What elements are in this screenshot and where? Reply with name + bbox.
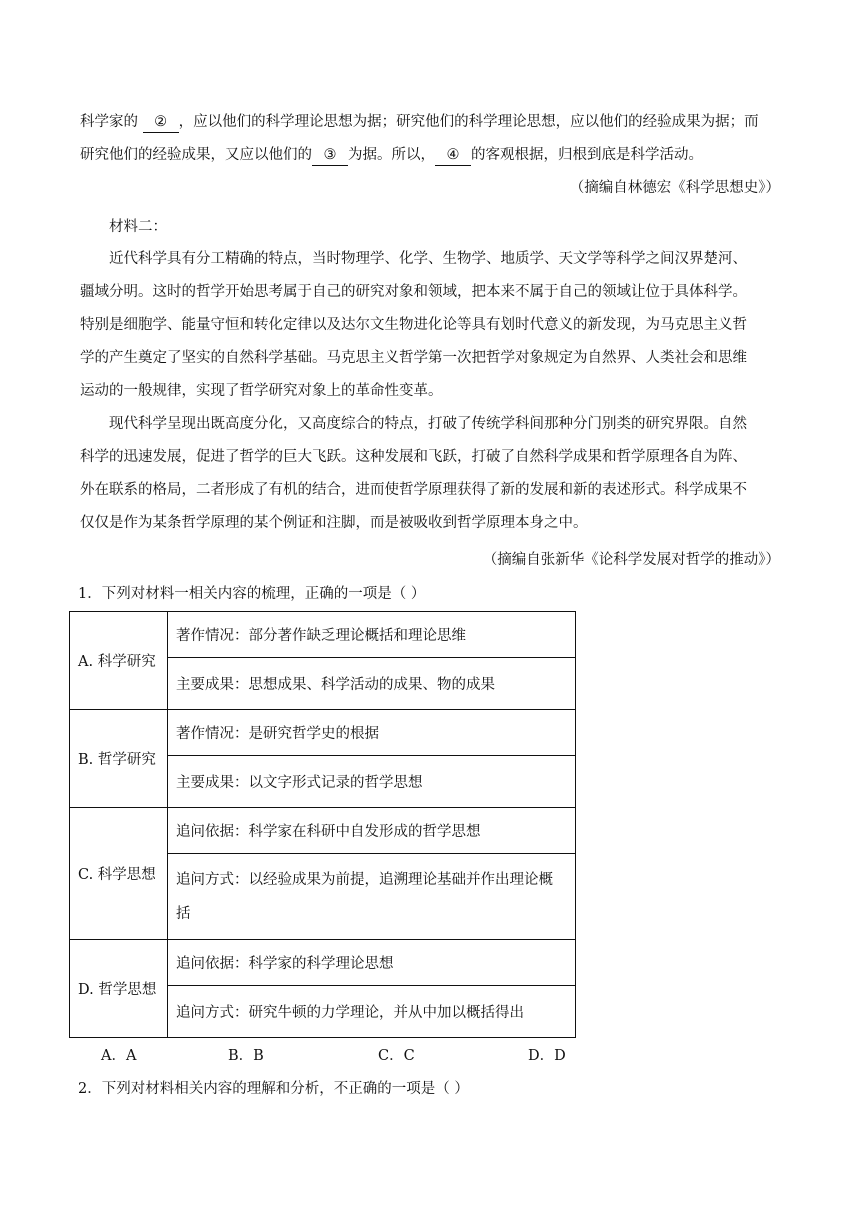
table-cell: 追问方式：研究牛顿的力学理论，并从中加以概括得出 — [168, 986, 576, 1038]
table-row — [70, 710, 576, 756]
text-run: 科学家的 — [80, 114, 138, 130]
material2-p1-line4: 学的产生奠定了坚实的自然科学基础。马克思主义哲学第一次把哲学对象规定为自然界、人类社会和思维 — [80, 350, 747, 366]
question-1-table — [69, 611, 576, 1038]
material2-p1-line2: 疆域分明。这时的哲学开始思考属于自己的研究对象和领域，把本来不属于自己的领域让位于具体科学。 — [80, 284, 747, 300]
table-row — [70, 612, 576, 658]
table-cell: 著作情况：部分著作缺乏理论概括和理论思维 — [168, 612, 576, 658]
material2-p1-line1: 近代科学具有分工精确的特点，当时物理学、化学、生物学、地质学、天文学等科学之间汉界楚河、 — [109, 251, 747, 267]
option-b[interactable]: B．B — [228, 1048, 264, 1064]
table-cell: 主要成果：以文字形式记录的哲学思想 — [168, 756, 576, 808]
blank-4: ④ — [435, 145, 471, 166]
material2-p1-line3: 特别是细胞学、能量守恒和转化定律以及达尔文生物进化论等具有划时代意义的新发现，为马克思主义哲 — [80, 317, 747, 333]
material2-p2-line3: 外在联系的格局，二者形成了有机的结合，进而使哲学原理获得了新的发展和新的表述形式。科学成果不 — [80, 482, 747, 498]
para1-line1 — [80, 112, 780, 133]
material2-p2-line4: 仅仅是作为某条哲学原理的某个例证和注脚，而是被吸收到哲学原理本身之中。 — [80, 515, 588, 531]
blank-2: ② — [143, 112, 179, 133]
material2-p2-line1: 现代科学呈现出既高度分化，又高度综合的特点，打破了传统学科间那种分门别类的研究界限。自然 — [109, 416, 747, 432]
text-run: ，应以他们的科学理论思想为据；研究他们的科学理论思想，应以他们的经验成果为据；而 — [178, 114, 759, 130]
question-2-stem: 2．下列对材料相关内容的理解和分析，不正确的一项是（ ） — [78, 1081, 469, 1097]
option-d[interactable]: D．D — [528, 1048, 566, 1064]
table-cell: 著作情况：是研究哲学史的根据 — [168, 710, 576, 756]
material2-heading: 材料二： — [109, 219, 167, 235]
source-citation-1: （摘编自林德宏《科学思想史》） — [569, 180, 780, 196]
question-1-stem: 1．下列对材料一相关内容的梳理，正确的一项是（ ） — [78, 586, 426, 602]
table-cell: 主要成果：思想成果、科学活动的成果、物的成果 — [168, 658, 576, 710]
text-run: 为据。所以， — [348, 147, 435, 163]
source-citation-2: （摘编自张新华《论科学发展对哲学的推动》） — [482, 552, 780, 568]
row-label-d: D. 哲学思想 — [70, 940, 168, 1038]
row-label-a: A. 科学研究 — [70, 612, 168, 710]
cell-line: 追问方式：以经验成果为前提，追溯理论基础并作出理论概 — [176, 871, 553, 888]
table-cell: 追问依据：科学家的科学理论思想 — [168, 940, 576, 986]
table-row — [70, 940, 576, 986]
material2-p2-line2: 科学的迅速发展，促进了哲学的巨大飞跃。这种发展和飞跃，打破了自然科学成果和哲学原理各自为阵、 — [80, 449, 747, 465]
text-run: 的客观根据，归根到底是科学活动。 — [471, 147, 703, 163]
table-cell: 追问依据：科学家在科研中自发形成的哲学思想 — [168, 808, 576, 854]
blank-3: ③ — [312, 145, 348, 166]
row-label-c: C. 科学思想 — [70, 808, 168, 940]
text-run: 研究他们的经验成果，又应以他们的 — [80, 147, 312, 163]
para1-line2 — [80, 145, 780, 166]
table-cell — [168, 854, 576, 940]
option-a[interactable]: A．A — [101, 1048, 137, 1064]
cell-line: 括 — [176, 905, 191, 922]
table-row — [70, 808, 576, 854]
row-label-b: B. 哲学研究 — [70, 710, 168, 808]
material2-p1-line5: 运动的一般规律，实现了哲学研究对象上的革命性变革。 — [80, 383, 443, 399]
option-c[interactable]: C．C — [378, 1048, 415, 1064]
